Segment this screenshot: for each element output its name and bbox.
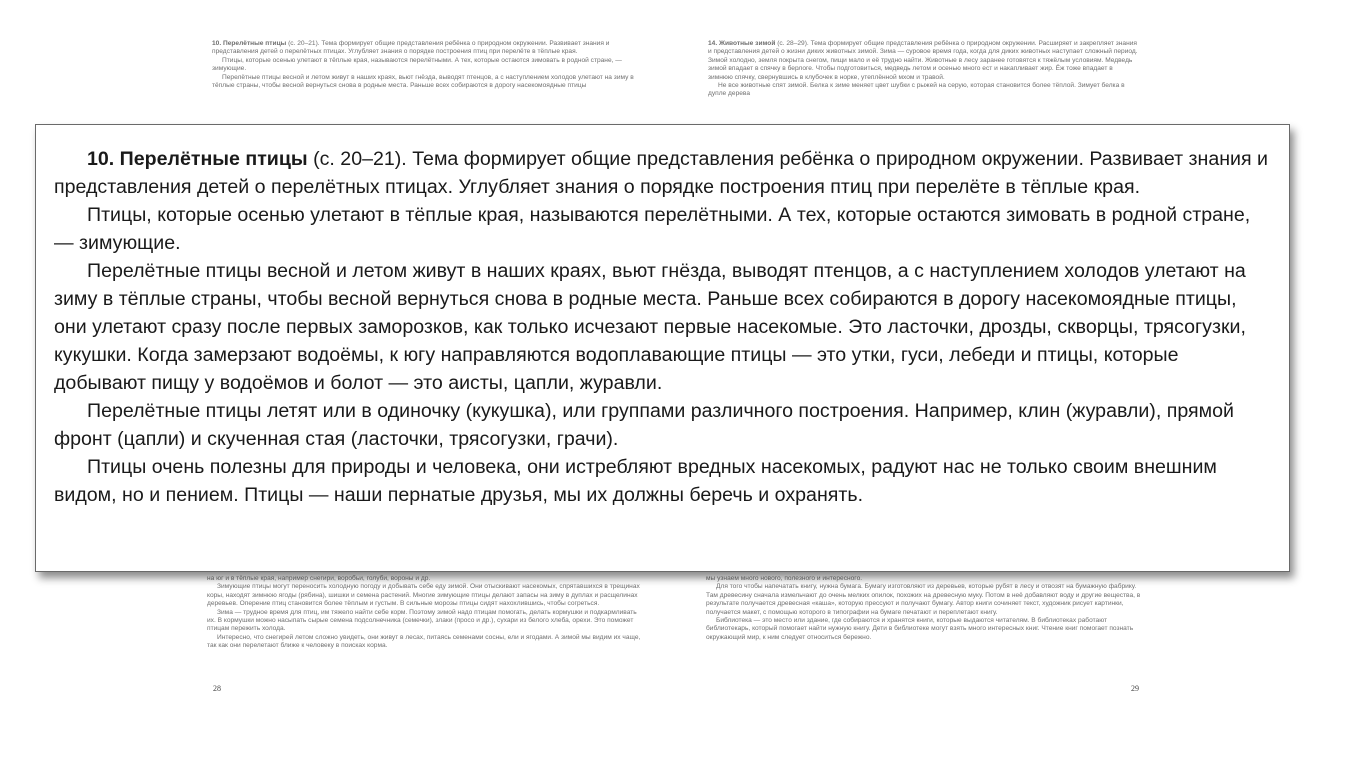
right-page-paragraph: Не все животные спят зимой. Белка к зиме меняет цвет шубки с рыжей на серую, которая становится более тёплой. Зимует белка в дупле дерева [708, 82, 1125, 98]
left-page-paragraph: Перелётные птицы весной и летом живут в наших краях, вьют гнёзда, выводят птенцов, а с наступлением холодов улетают на зиму в тёплые страны, чтобы весной вернуться снова в родные места. Раньше всех собираются в дорогу насекомоядные птицы [212, 73, 634, 90]
left-page-bottom-text [207, 575, 647, 651]
right-page-intro [708, 40, 1138, 82]
left-page-paragraph: Птицы, которые осенью улетают в тёплые края, называются перелётными. А тех, которые остаются зимовать в родной стране, — зимующие. [212, 56, 622, 73]
right-page-bottom-text [706, 575, 1146, 642]
right-page-top-text [708, 40, 1138, 99]
zoomed-paragraph: Птицы очень полезны для природы и человека, они истребляют вредных насекомых, радуют нас не только своим внешним видом, но и пением. Птицы — наши пернатые друзья, мы их должны беречь и охранять. [54, 456, 1217, 506]
zoomed-paragraph: Птицы, которые осенью улетают в тёплые края, называются перелётными. А тех, которые остаются зимовать в родной стране, — зимующие. [54, 204, 1251, 254]
left-page-heading-rest: (с. 20–21). Тема формирует общие представления ребёнка о природном окружении. Развивает знания и представления детей о перелётных птицах. Углубляет знания о порядке построения птиц при перелёте в тёплые края. [212, 40, 610, 56]
left-page-intro [212, 40, 642, 57]
left-page-paragraph: на юг и в тёплые края, например снегири, воробьи, голуби, вороны и др. [207, 575, 431, 582]
zoomed-paragraph: Перелётные птицы летят или в одиночку (кукушка), или группами различного построения. Например, клин (журавли), прямой фронт (цапли) и скученная стая (ласточки, трясогузки, грачи). [54, 400, 1234, 450]
left-page-top-text [212, 40, 642, 90]
page-number-left: 28 [213, 684, 221, 693]
left-page-heading: 10. Перелётные птицы [212, 40, 287, 47]
right-page-paragraph: Для того чтобы напечатать книгу, нужна бумага. Бумагу изготовляют из деревьев, которые рубят в лесу и отвозят на бумажную фабрику. Там древесину сначала измельчают до очень мелких опилок, похожих на древесную муку. Потом в неё добавляют воду и другие вещества, в результате получается древесная «каша», которую прессуют и получают бумагу. Автор книги сочиняет текст, художник рисует картинки, получается макет, с помощью которого в типографии на бумаге печатают и переплетают книгу. [706, 583, 1141, 616]
left-page-paragraph: Зимующие птицы могут переносить холодную погоду и добывать себе еду зимой. Они отыскивают насекомых, спрятавшихся в трещинах коры, находят зимнюю ягоды (рябина), шишки и семена растений. Многие зимующие птицы делают запасы на зиму в дуплах и расщелинах деревьев. Оперение птиц становится более тёплым и густым. В сильные морозы птицы сидят нахохлившись, чтобы согреться. [207, 583, 640, 608]
left-page-paragraph: Интересно, что снегирей летом сложно увидеть, они живут в лесах, питаясь семенами сосны, ели и ягодами. А зимой мы видим их чаще, так как они перелетают ближе к человеку в поисках корма. [207, 633, 641, 650]
right-page-paragraph: Библиотека — это место или здание, где собираются и хранятся книги, которые выдаются читателям. В библиотеках работают библиотекарь, который помогает найти нужную книгу. Дети в библиотеке могут взять много интересных книг. Чтение книг помогает познать окружающий мир, к ним следует относиться бережно. [706, 617, 1134, 641]
right-page-heading-rest: (с. 28–29). Тема формирует общие представления ребёнка о природном окружении. Расширяет и закрепляет знания и представления детей о жизни диких животных зимой. Зима — суровое время года, когда для диких животных наступает сложный период. Зимой холодно, земля покрыта снегом, пищи мало и её трудно найти. Животные в лесу заранее готовятся к тяжёлым условиям. Медведь зимой впадает в спячку в берлоге. Чтобы подготовиться, медведь летом и осенью много ест и накапливает жир. Ёж тоже впадает в зимнюю спячку, свернувшись в клубочек в норке, утеплённой мхом и травой. [708, 40, 1138, 81]
right-page-heading: 14. Животные зимой [708, 40, 776, 47]
zoomed-intro-paragraph [54, 145, 1271, 201]
right-page-paragraph: мы узнаем много нового, полезного и интересного. [706, 575, 863, 582]
zoomed-paragraph: Перелётные птицы весной и летом живут в наших краях, вьют гнёзда, выводят птенцов, а с наступлением холодов улетают на зиму в тёплые страны, чтобы весной вернуться снова в родные места. Раньше всех собираются в дорогу насекомоядные птицы, они улетают сразу после первых заморозков, как только исчезают первые насекомые. Это ласточки, дрозды, скворцы, трясогузки, кукушки. Когда замерзают водоёмы, к югу направляются водоплавающие птицы — это утки, гуси, лебеди и птицы, которые добывают пищу у водоёмов и болот — это аисты, цапли, журавли. [54, 260, 1246, 394]
zoomed-heading: 10. Перелётные птицы [87, 148, 308, 170]
zoomed-heading-rest: (с. 20–21). Тема формирует общие представления ребёнка о природном окружении. Развивает знания и представления детей о перелётных птицах. Углубляет знания о порядке построения птиц при перелёте в тёплые края. [54, 148, 1269, 198]
left-page-paragraph: Зима — трудное время для птиц, им тяжело найти себе корм. Поэтому зимой надо птицам помогать, делать кормушки и подкармливать их. В кормушки можно насыпать сырые семена подсолнечника (семечки), злаки (просо и др.), сухари из белого хлеба, орехи. Это поможет птицам пережить холода. [207, 608, 637, 633]
page-number-right: 29 [1131, 684, 1139, 693]
zoomed-text-panel [35, 124, 1290, 572]
